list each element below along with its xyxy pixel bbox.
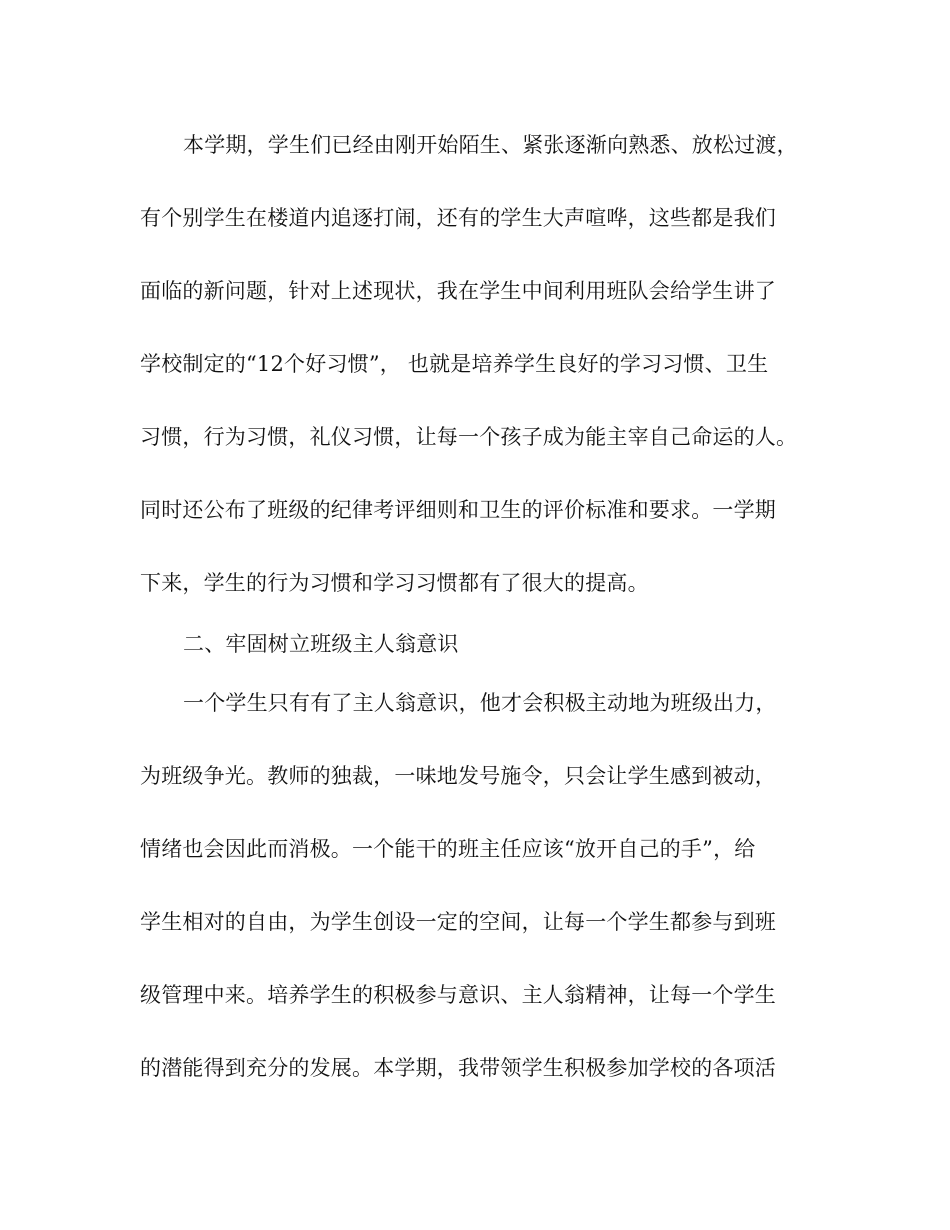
paragraph-line: 情绪也会因此而消极。一个能干的班主任应该“放开自己的手”，给 [140,837,756,861]
paragraph-line: 级管理中来。培养学生的积极参与意识、主人翁精神，让每一个学生 [140,983,776,1007]
paragraph-line: 有个别学生在楼道内追逐打闹，还有的学生大声喧哗，这些都是我们 [140,206,776,230]
paragraph-line: 下来，学生的行为习惯和学习习惯都有了很大的提高。 [140,571,649,595]
paragraph-line: 学生相对的自由，为学生创设一定的空间，让每一个学生都参与到班 [140,910,776,934]
paragraph-line: 习惯，行为习惯，礼仪习惯，让每一个孩子成为能主宰自己命运的人。 [140,425,798,449]
paragraph-line: 学校制定的“12个好习惯”， 也就是培养学生良好的学习习惯、卫生 [140,352,769,376]
paragraph-line: 本学期，学生们已经由刚开始陌生、紧张逐渐向熟悉、放松过渡， [183,133,798,157]
paragraph-line: 面临的新问题，针对上述现状，我在学生中间利用班队会给学生讲了 [140,279,776,303]
paragraph-line: 为班级争光。教师的独裁，一味地发号施令，只会让学生感到被动， [140,764,776,788]
paragraph-line: 一个学生只有有了主人翁意识，他才会积极主动地为班级出力， [183,691,777,715]
section-heading: 二、牢固树立班级主人翁意识 [183,632,459,656]
paragraph-line: 的潜能得到充分的发展。本学期，我带领学生积极参加学校的各项活 [140,1056,776,1080]
paragraph-line: 同时还公布了班级的纪律考评细则和卫生的评价标准和要求。一学期 [140,498,776,522]
